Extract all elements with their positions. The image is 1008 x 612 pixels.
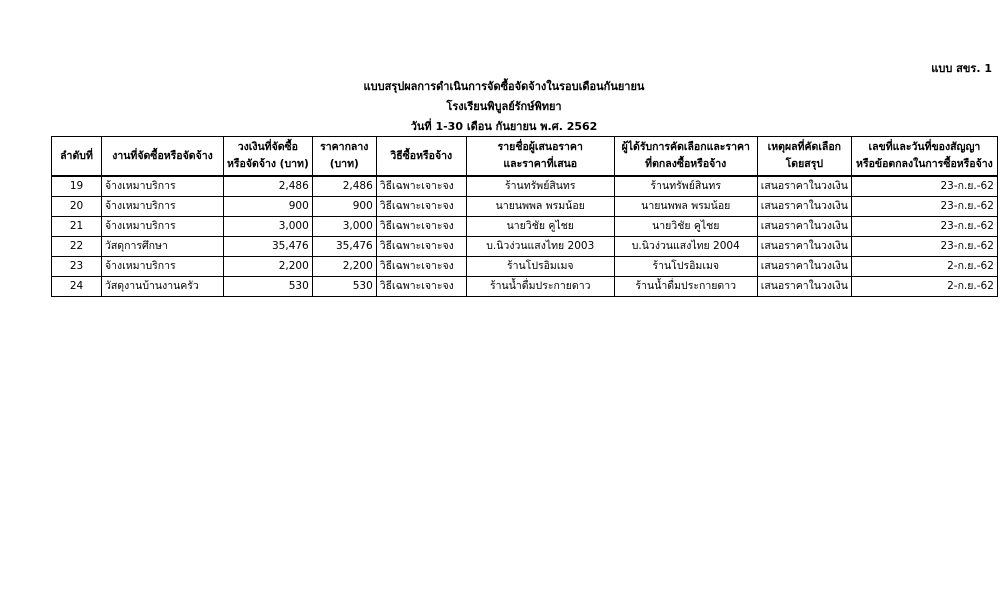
form-code: แบบ สขร. 1: [931, 62, 992, 75]
cell-contract: 23-ก.ย.-62: [851, 197, 997, 217]
cell-no: 20: [52, 197, 102, 217]
cell-reason: เสนอราคาในวงเงิน: [757, 197, 851, 217]
document-titles: [0, 77, 1008, 137]
cell-reason: เสนอราคาในวงเงิน: [757, 176, 851, 197]
table-row: [52, 176, 998, 197]
cell-no: 19: [52, 176, 102, 197]
cell-median-price: 35,476: [312, 237, 376, 257]
header-winner: ผู้ได้รับการคัดเลือกและราคา ที่ตกลงซื้อหรือจ้าง: [614, 137, 757, 177]
cell-reason: เสนอราคาในวงเงิน: [757, 237, 851, 257]
cell-contract: 23-ก.ย.-62: [851, 176, 997, 197]
cell-median-price: 2,200: [312, 257, 376, 277]
cell-work: จ้างเหมาบริการ: [102, 197, 224, 217]
cell-winner: นายนพพล พรมน้อย: [614, 197, 757, 217]
cell-contract: 23-ก.ย.-62: [851, 237, 997, 257]
header-no: ลำดับที่: [52, 137, 102, 177]
cell-winner: ร้านโปรอิมเมจ: [614, 257, 757, 277]
cell-budget: 3,000: [224, 217, 313, 237]
cell-reason: เสนอราคาในวงเงิน: [757, 217, 851, 237]
cell-budget: 900: [224, 197, 313, 217]
cell-budget: 2,200: [224, 257, 313, 277]
cell-no: 22: [52, 237, 102, 257]
cell-no: 24: [52, 277, 102, 297]
header-median-price: ราคากลาง (บาท): [312, 137, 376, 177]
cell-bidders: ร้านทรัพย์สินทร: [466, 176, 614, 197]
cell-median-price: 2,486: [312, 176, 376, 197]
cell-winner: ร้านน้ำดื่มประกายดาว: [614, 277, 757, 297]
table-header-row: [52, 137, 998, 177]
cell-median-price: 530: [312, 277, 376, 297]
cell-work: วัสดุงานบ้านงานครัว: [102, 277, 224, 297]
table-row: [52, 217, 998, 237]
table-row: [52, 257, 998, 277]
header-work: งานที่จัดซื้อหรือจัดจ้าง: [102, 137, 224, 177]
title-date: วันที่ 1-30 เดือน กันยายน พ.ศ. 2562: [410, 120, 598, 133]
cell-reason: เสนอราคาในวงเงิน: [757, 277, 851, 297]
cell-budget: 35,476: [224, 237, 313, 257]
procurement-table: [51, 136, 998, 297]
cell-no: 23: [52, 257, 102, 277]
cell-no: 21: [52, 217, 102, 237]
cell-contract: 2-ก.ย.-62: [851, 277, 997, 297]
header-bidders: รายชื่อผู้เสนอราคา และราคาที่เสนอ: [466, 137, 614, 177]
cell-contract: 23-ก.ย.-62: [851, 217, 997, 237]
header-contract: เลขที่และวันที่ของสัญญา หรือข้อตกลงในการซื้อหรือจ้าง: [851, 137, 997, 177]
header-reason: เหตุผลที่คัดเลือก โดยสรุป: [757, 137, 851, 177]
cell-bidders: นายนพพล พรมน้อย: [466, 197, 614, 217]
cell-median-price: 3,000: [312, 217, 376, 237]
cell-reason: เสนอราคาในวงเงิน: [757, 257, 851, 277]
cell-winner: ร้านทรัพย์สินทร: [614, 176, 757, 197]
cell-winner: นายวิชัย คูไชย: [614, 217, 757, 237]
cell-median-price: 900: [312, 197, 376, 217]
title-summary: แบบสรุปผลการดำเนินการจัดซื้อจัดจ้างในรอบเดือนกันยายน: [363, 80, 645, 93]
table-row: [52, 197, 998, 217]
title-school: โรงเรียนพิบูลย์รักษ์พิทยา: [446, 100, 562, 113]
cell-budget: 530: [224, 277, 313, 297]
cell-method: วิธีเฉพาะเจาะจง: [376, 217, 466, 237]
table-row: [52, 237, 998, 257]
cell-work: วัสดุการศึกษา: [102, 237, 224, 257]
header-method: วิธีซื้อหรือจ้าง: [376, 137, 466, 177]
cell-work: จ้างเหมาบริการ: [102, 257, 224, 277]
cell-winner: บ.นิวง่วนแสงไทย 2004: [614, 237, 757, 257]
header-budget: วงเงินที่จัดซื้อ หรือจัดจ้าง (บาท): [224, 137, 313, 177]
cell-bidders: ร้านน้ำดื่มประกายดาว: [466, 277, 614, 297]
cell-bidders: นายวิชัย คูไชย: [466, 217, 614, 237]
cell-work: จ้างเหมาบริการ: [102, 176, 224, 197]
table-row: [52, 277, 998, 297]
cell-bidders: บ.นิวง่วนแสงไทย 2003: [466, 237, 614, 257]
cell-method: วิธีเฉพาะเจาะจง: [376, 197, 466, 217]
cell-bidders: ร้านโปรอิมเมจ: [466, 257, 614, 277]
cell-method: วิธีเฉพาะเจาะจง: [376, 257, 466, 277]
cell-contract: 2-ก.ย.-62: [851, 257, 997, 277]
cell-work: จ้างเหมาบริการ: [102, 217, 224, 237]
cell-method: วิธีเฉพาะเจาะจง: [376, 277, 466, 297]
cell-method: วิธีเฉพาะเจาะจง: [376, 237, 466, 257]
cell-budget: 2,486: [224, 176, 313, 197]
cell-method: วิธีเฉพาะเจาะจง: [376, 176, 466, 197]
